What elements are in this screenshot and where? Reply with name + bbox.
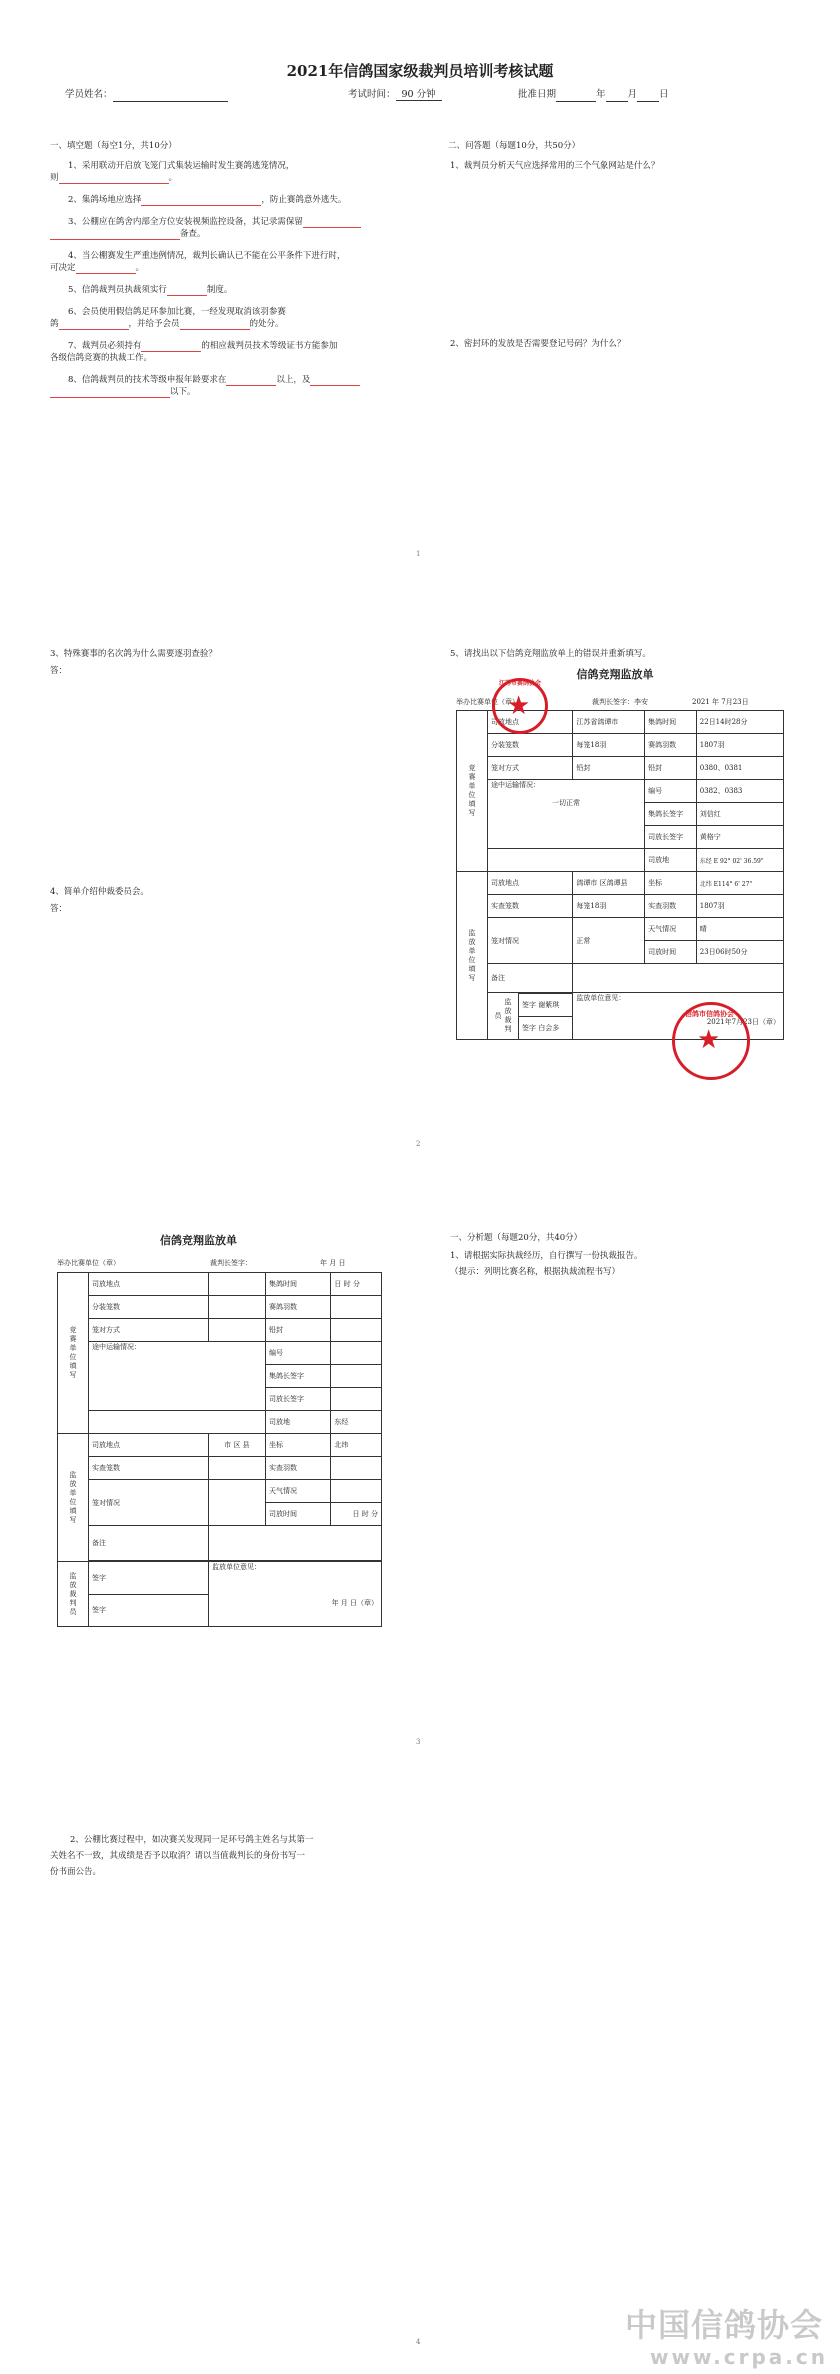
qa-heading: 二、问答题（每题10分，共50分） — [448, 141, 581, 151]
page-number: 2 — [416, 1140, 421, 1148]
analysis-q2: 2、公棚比赛过程中，如决赛关发现同一足环号鸽主姓名与其第一 关姓名不一致，其成绩是否予以取消？请以当值裁判长的身份书写一 份书面公告。 — [50, 1835, 314, 1877]
form-filled-title: 信鸽竞翔监放单 — [576, 668, 654, 681]
analysis-hint: （提示：列明比赛名称，根据执裁流程书写） — [450, 1267, 621, 1277]
student-label: 学员姓名： — [65, 89, 113, 100]
answer-blank[interactable] — [167, 284, 207, 296]
analysis-heading: 一、分析题（每题20分，共40分） — [450, 1233, 583, 1243]
answer-blank[interactable] — [303, 216, 361, 228]
analysis-q1: 1、请根据实际执裁经历，自行撰写一份执裁报告。 — [450, 1251, 643, 1261]
watermark-url: www.crpa.cn — [650, 2345, 828, 2369]
answer-blank[interactable] — [50, 386, 170, 398]
answer-blank[interactable] — [141, 194, 261, 206]
page-number: 3 — [416, 1738, 421, 1746]
page-number: 4 — [416, 2338, 421, 2346]
fill-heading: 一、填空题（每空1分，共10分） — [50, 141, 177, 151]
answer-blank[interactable] — [141, 340, 201, 352]
answer-blank[interactable] — [50, 228, 180, 240]
page-number: 1 — [416, 550, 421, 558]
red-seal-stamp: ★ 信鸽市信鸽协会 — [672, 1002, 750, 1080]
exam-title: 2021年信鸽国家级裁判员培训考核试题 — [286, 62, 554, 80]
answer-blank[interactable] — [59, 318, 129, 330]
answer-blank[interactable] — [310, 374, 360, 386]
answer-blank[interactable] — [76, 262, 136, 274]
blank-form-table: 竞赛单位填写 司放地点 集鸽时间 日 时 分 分装笼数 赛鸽羽数 笼对方式 铅封 途中运输情况： 编号 集鸽长签字 司放长签字 司放地 东经 监放单位填写 司放地点 市 区 县 坐标 北纬 实查笼数 实查羽数 笼对情况 天气情况 司放时间 日 时 分 备注 监放裁判员 签字 监放单位意见： 年 月 日（章） 签字 — [57, 1272, 382, 1627]
answer-blank[interactable] — [59, 172, 169, 184]
qa-q2: 2、密封环的发放是否需要登记号码？为什么？ — [450, 339, 626, 349]
exam-time-row — [348, 88, 442, 102]
student-name-row — [65, 88, 228, 102]
qa-q5: 5、请找出以下信鸽竞翔监放单上的错误并重新填写。 — [450, 649, 651, 659]
answer-blank[interactable] — [180, 318, 250, 330]
form-blank-title: 信鸽竞翔监放单 — [160, 1234, 237, 1247]
answer-blank[interactable] — [226, 374, 276, 386]
qa-q4: 4、简单介绍仲裁委员会。 — [50, 887, 149, 897]
qa-section — [448, 140, 798, 172]
qa-q3: 3、特殊赛事的名次鸽为什么需要逐羽查验？ — [50, 649, 217, 659]
analysis-section — [450, 1232, 800, 1278]
watermark-logo: 中国信鸽协会 — [625, 2306, 824, 2344]
time-label: 考试时间： — [348, 89, 396, 100]
student-name-field[interactable] — [113, 90, 228, 102]
approve-label: 批准日期 — [518, 89, 557, 100]
time-value: 90 分钟 — [396, 89, 442, 101]
qa-q1: 1、裁判员分析天气应选择常用的三个气象网站是什么？ — [450, 161, 660, 171]
red-seal-stamp: ★ 江苏市赛鸽协会 — [492, 678, 548, 734]
filled-form-table: 竞赛单位填写 司放地点 江苏省鸽谭市 集鸽时间 22日14时28分 分装笼数 每笼18羽 赛鸽羽数 1807羽 笼对方式 铅封 铅封 0380、0381 途中运输情况： 一切正常 编号 0382、0383 集鸽长签字 刘信红 司放长签字 黄格宁 司放地 东经 E 92° 02' 36.59" 监放单位填写 司放地点 鸽谭市 区鸽谭县 坐标 北纬 E114° 6' 27" 实查笼数 每笼18羽 实查羽数 1807羽 笼对情况 正常 天气情况 晴 司放时间 23日06时50分 备注 监放裁判员 监放单位意见： 2021年7月23日（章） 签字 谢紫琪 签字 白会多 — [456, 710, 784, 1040]
fill-section: 一、填空题（每空1分，共10分） 1、采用联动开启放飞笼门式集装运输时发生赛鸽逃笼情况， 则 。 2、集鸽场地应选择 ，防止赛鸽意外逃失。 3、公棚应在鸽舍内部全方位安装视频监控设备，其记录需保留 备查。 4、当公棚赛发生严重违例情况，裁判长确认已不能在公平条件下进行时， 可决定 。 5、信鸽裁判员执裁须实行 制度。 6、会员使用假信鸽足环参加比赛，一经发现取消该羽参赛 鸽 ，并给予会员 的处分。 7、裁判员必须持有 的相应裁判员技术等级证书方能参加 各级信鸽竞赛的执裁工作。 8、信鸽裁判员的技术等级申报年龄要求在 以上，及 以下。 — [50, 140, 420, 398]
approve-date-row: 批准日期 年 月 日 — [518, 89, 669, 100]
